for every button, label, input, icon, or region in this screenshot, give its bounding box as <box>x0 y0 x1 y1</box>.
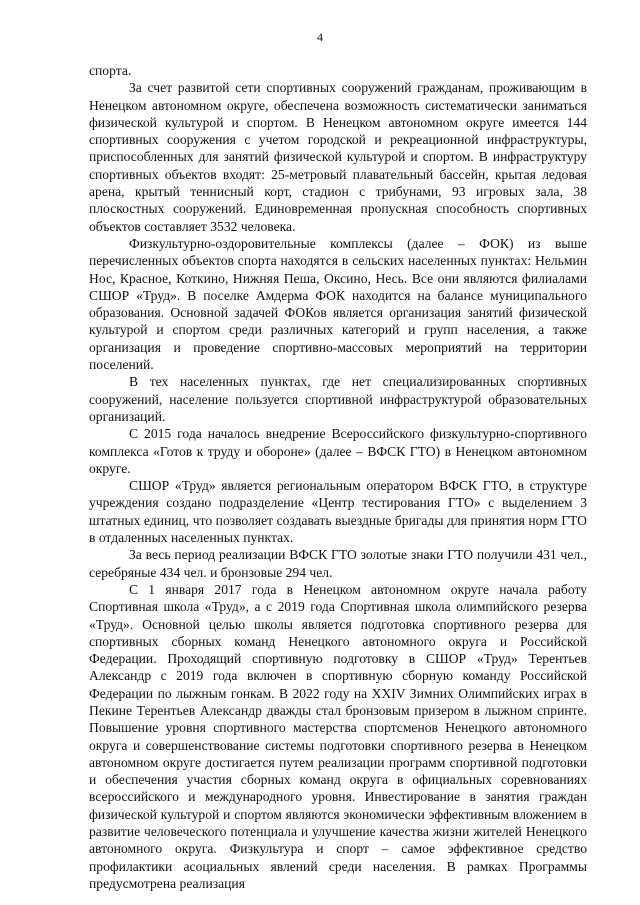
paragraph-2: За счет развитой сети спортивных сооружений гражданам, проживающим в Ненецком автономном округе, обеспечена возможность систематически заниматься физической культурой и спортом. В Ненецком автономном округе имеется 144 спортивных сооружения с учетом городской и рекреационной инфраструктуры, приспособленных для занятий физической культурой и спортом. В инфраструктуру спортивных объектов входят: 25-метровый плавательный бассейн, крытая ледовая арена, крытый теннисный корт, стадион с трибунами, 93 игровых зала, 38 плоскостных сооружений. Единовременная пропускная способность спортивных объектов составляет 3532 человека. <box>89 80 587 234</box>
paragraph-8: С 1 января 2017 года в Ненецком автономном округе начала работу Спортивная школа «Труд», а с 2019 года Спортивная школа олимпийского резерва «Труд». Основной целью школы является подготовка спортивного резерва для спортивных сборных команд Ненецкого автономного округа и Российской Федерации. Проходящий спортивную подготовку в СШОР «Труд» Терентьев Александр с 2019 года включен в спортивную сборную команду Российской Федерации по лыжным гонкам. В 2022 году на XXIV Зимних Олимпийских играх в Пекине Терентьев Александр дважды стал бронзовым призером в лыжном спринте. Повышение уровня спортивного мастерства спортсменов Ненецкого автономного округа и совершенствование системы подготовки спортивного резерва в Ненецком автономном округе достигается путем реализации программ спортивной подготовки и обеспечения участия сборных команд округа в официальных соревнованиях всероссийского и международного уровня. Инвестирование в занятия граждан физической культурой и спортом являются экономически эффективным вложением в развитие человеческого потенциала и улучшение качества жизни жителей Ненецкого автономного округа. Физкультура и спорт – самое эффективное средство профилактики асоциальных явлений среди населения. В рамках Программы предусмотрена реализация <box>89 581 587 891</box>
paragraph-7: За весь период реализации ВФСК ГТО золотые знаки ГТО получили 431 чел., серебряные 434 чел. и бронзовые 294 чел. <box>89 547 587 580</box>
paragraph-1: спорта. <box>89 63 132 78</box>
paragraph-5: С 2015 года началось внедрение Всероссийского физкультурно-спортивного комплекса «Готов к труду и обороне» (далее – ВФСК ГТО) в Ненецком автономном округе. <box>89 426 587 476</box>
document-body <box>89 62 587 892</box>
paragraph-6: СШОР «Труд» является региональным оператором ВФСК ГТО, в структуре учреждения создано подразделение «Центр тестирования ГТО» с выделением 3 штатных единиц, что позволяет создавать выездные бригады для принятия норм ГТО в отдаленных населенных пунктах. <box>89 478 587 546</box>
page-number: 4 <box>317 30 323 44</box>
paragraph-3: Физкультурно-оздоровительные комплексы (далее – ФОК) из выше перечисленных объектов спорта находятся в сельских населенных пунктах: Нельмин Нос, Красное, Коткино, Нижняя Пеша, Оксино, Несь. Все они являются филиалами СШОР «Труд». В поселке Амдерма ФОК находится на балансе муниципального образования. Основной задачей ФОКов является организация занятий физической культурой и спортом среди различных категорий и групп населения, а также организация и проведение спортивно-массовых мероприятий на территории поселений. <box>89 235 587 373</box>
paragraph-4: В тех населенных пунктах, где нет специализированных спортивных сооружений, население пользуется спортивной инфраструктурой образовательных организаций. <box>89 374 587 424</box>
